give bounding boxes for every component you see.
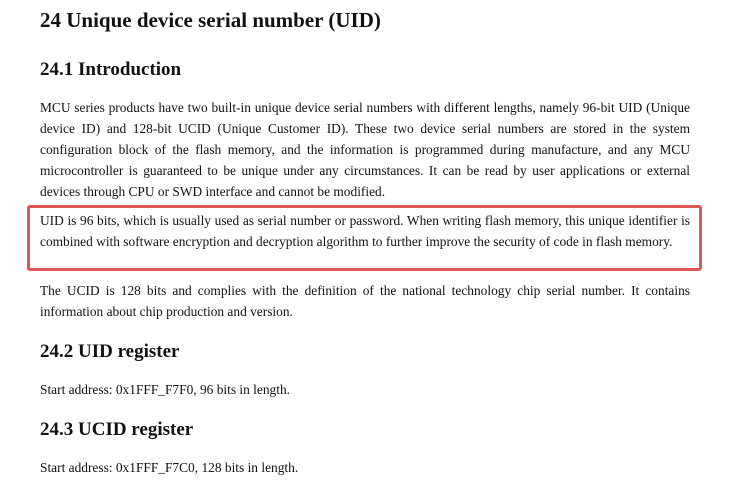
ucid-paragraph: The UCID is 128 bits and complies with the definition of the national technology chip serial number. It contains information about chip production and version.	[40, 283, 690, 319]
section-heading-introduction: 24.1 Introduction	[40, 59, 182, 80]
uid-highlighted-paragraph: UID is 96 bits, which is usually used as serial number or password. When writing flash memory, this unique identifier is combined with software encryption and decryption algorithm to further improve the security of code in flash memory.	[40, 213, 690, 249]
uid-register-text: Start address: 0x1FFF_F7F0, 96 bits in length.	[40, 382, 290, 397]
chapter-title: 24 Unique device serial number (UID)	[40, 8, 381, 32]
intro-paragraph: MCU series products have two built-in unique device serial numbers with different lengths, namely 96-bit UID (Unique device ID) and 128-bit UCID (Unique Customer ID). These two device serial numbers are stored in the system configuration block of the flash memory, and the information is programmed during manufacture, and any MCU microcontroller is guaranteed to be unique under any circumstances. It can be read by user applications or external devices through CPU or SWD interface and cannot be modified.	[40, 100, 690, 199]
section-heading-ucid-register: 24.3 UCID register	[40, 419, 194, 440]
section-heading-uid-register: 24.2 UID register	[40, 341, 180, 362]
ucid-register-text: Start address: 0x1FFF_F7C0, 128 bits in length.	[40, 460, 299, 475]
